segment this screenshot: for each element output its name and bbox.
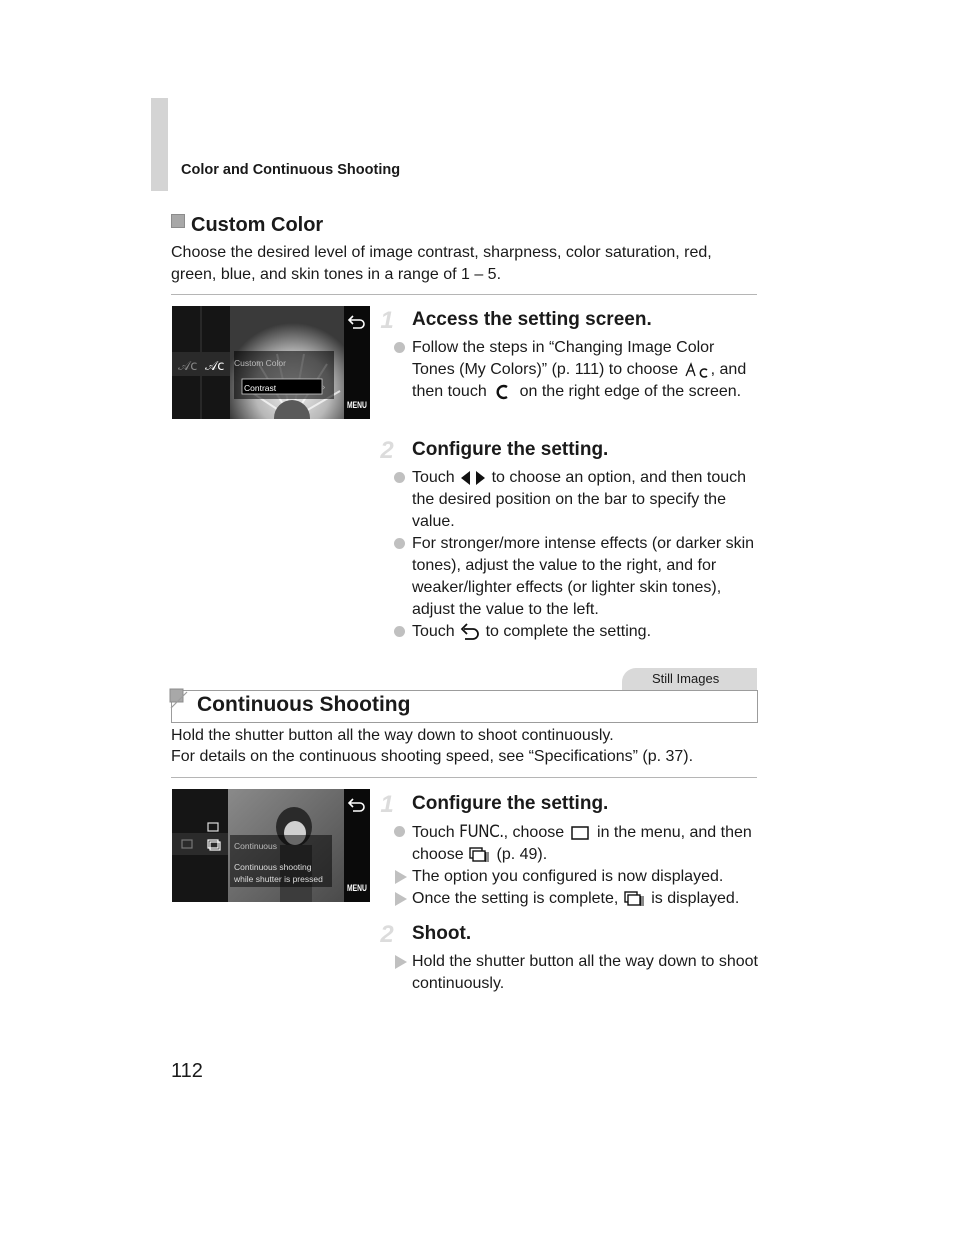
bullet-text: to complete the setting. bbox=[481, 623, 652, 640]
result-arrow-icon bbox=[395, 955, 407, 969]
left-right-arrows-icon bbox=[459, 470, 487, 486]
result-arrow-icon bbox=[395, 892, 407, 906]
step-title: Access the setting screen. bbox=[412, 309, 652, 330]
return-icon bbox=[459, 623, 481, 641]
section-marker-icon bbox=[171, 214, 185, 228]
bullet-item bbox=[394, 621, 760, 643]
svg-text:𝒜c: 𝒜c bbox=[178, 359, 198, 374]
camera-screen-custom-color bbox=[172, 306, 370, 419]
camera-screen-continuous bbox=[172, 789, 370, 902]
bullet-text: The option you configured is now displayed. bbox=[412, 868, 724, 885]
custom-color-intro: Choose the desired level of image contrast, sharpness, color saturation, red, green, blue, and skin tones in a range of 1 – 5. bbox=[171, 244, 712, 283]
continuous-intro-2: For details on the continuous shooting speed, see “Specifications” (p. 37). bbox=[171, 748, 694, 765]
bullet-text: Hold the shutter button all the way down to shoot continuously. bbox=[412, 953, 758, 992]
bullet-item bbox=[394, 467, 760, 533]
step2-bullets bbox=[394, 467, 760, 643]
continuous-shooting-icon bbox=[623, 890, 647, 908]
divider bbox=[171, 777, 757, 778]
bullet-item bbox=[394, 866, 760, 888]
step-number: 1 bbox=[380, 307, 394, 334]
page-number: 112 bbox=[171, 1060, 203, 1082]
screen-menu-label: MENU bbox=[347, 883, 367, 893]
bullet-item bbox=[394, 951, 760, 995]
custom-color-title: Custom Color bbox=[191, 214, 324, 236]
step-number: 1 bbox=[380, 791, 394, 818]
bullet-item bbox=[394, 337, 760, 403]
result-arrow-icon bbox=[395, 870, 407, 884]
bullet-text: Follow the steps in “Changing Image Color Tones (My Colors)” (p. 111) to choose bbox=[412, 339, 715, 378]
bullet-text: Touch bbox=[412, 824, 460, 841]
step1-bullets bbox=[394, 337, 760, 403]
continuous-shooting-icon bbox=[468, 846, 492, 864]
bullet-dot-icon bbox=[394, 826, 405, 837]
screen-description-line1: Continuous shooting bbox=[234, 862, 312, 872]
bullet-text: For stronger/more intense effects (or darker skin tones), adjust the value to the right, and for weaker/lighter effects (or lighter skin tones), adjust the value to the left. bbox=[412, 535, 755, 618]
bullet-text: , choose bbox=[503, 824, 569, 841]
bullet-item bbox=[394, 533, 760, 621]
step-title: Shoot. bbox=[412, 923, 472, 944]
screen-continuous-label: Continuous bbox=[234, 841, 278, 851]
bullet-text: Once the setting is complete, bbox=[412, 890, 623, 907]
step-title: Configure the setting. bbox=[412, 439, 609, 460]
screen-description-line2: while shutter is pressed bbox=[234, 874, 323, 884]
section-corner-icon bbox=[169, 688, 191, 710]
still-images-label: Still Images bbox=[652, 671, 720, 686]
sidebar-tab bbox=[151, 98, 168, 191]
single-shot-icon bbox=[569, 825, 593, 841]
bullet-item bbox=[394, 821, 760, 866]
step-title: Configure the setting. bbox=[412, 793, 609, 814]
bullet-dot-icon bbox=[394, 472, 405, 483]
bullet-item bbox=[394, 888, 760, 910]
c-icon bbox=[491, 383, 515, 401]
still-images-tab bbox=[622, 668, 757, 690]
continuous-intro-1: Hold the shutter button all the way down to shoot continuously. bbox=[171, 727, 614, 744]
continuous-step2-bullets bbox=[394, 951, 760, 995]
custom-color-icon bbox=[683, 361, 711, 379]
bullet-text: (p. 49). bbox=[492, 846, 548, 863]
running-head: Color and Continuous Shooting bbox=[181, 162, 401, 178]
step-number: 2 bbox=[380, 921, 394, 948]
step-number: 2 bbox=[380, 437, 394, 464]
func-label: FUNC. bbox=[459, 822, 504, 842]
svg-text:𝒜c: 𝒜c bbox=[205, 359, 225, 374]
svg-text:›: › bbox=[322, 383, 326, 393]
bullet-text: on the right edge of the screen. bbox=[515, 383, 742, 400]
bullet-dot-icon bbox=[394, 626, 405, 637]
bullet-text: , and then touch bbox=[412, 361, 747, 400]
bullet-text: to choose an option, and then touch the desired position on the bar to specify the value. bbox=[412, 469, 747, 530]
continuous-title: Continuous Shooting bbox=[197, 693, 411, 716]
continuous-step1-bullets bbox=[394, 821, 760, 910]
screen-menu-label: MENU bbox=[347, 400, 367, 410]
bullet-text: is displayed. bbox=[646, 890, 740, 907]
bullet-dot-icon bbox=[394, 538, 405, 549]
screen-custom-color-label: Custom Color bbox=[234, 358, 286, 368]
screen-contrast-label: Contrast bbox=[244, 383, 277, 393]
divider bbox=[171, 294, 757, 295]
bullet-dot-icon bbox=[394, 342, 405, 353]
bullet-text: in the menu, and then choose bbox=[412, 824, 752, 863]
bullet-text: Touch bbox=[412, 623, 460, 640]
bullet-text: Touch bbox=[412, 469, 460, 486]
